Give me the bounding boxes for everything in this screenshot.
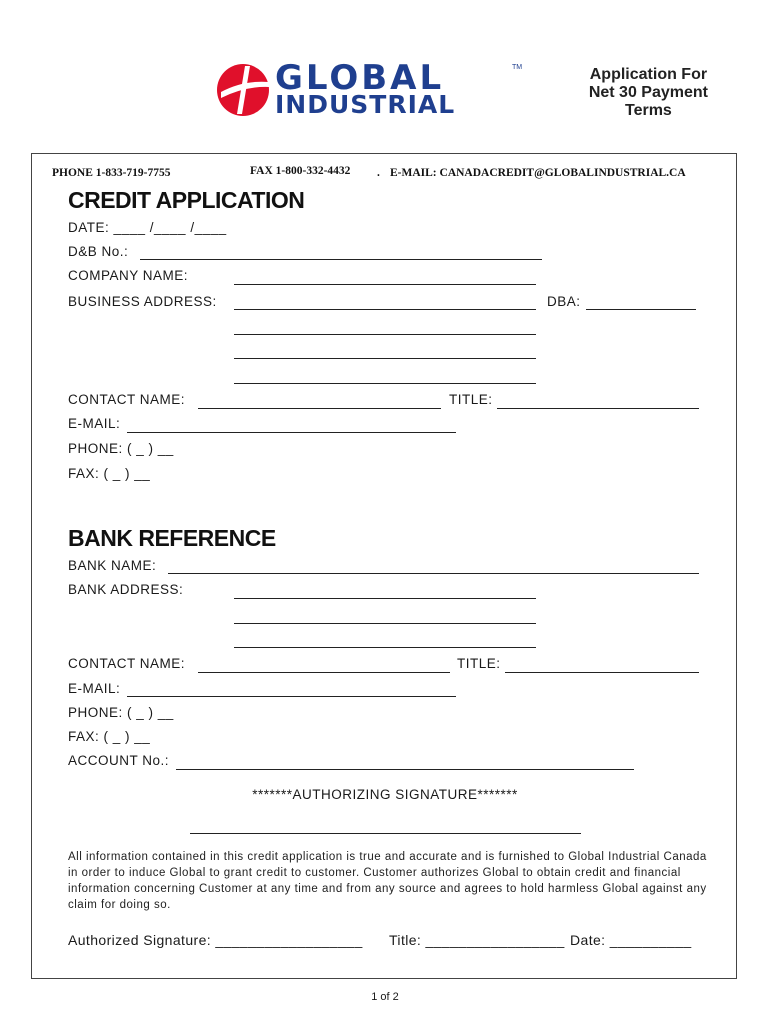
authorized-signature-label[interactable]: Authorized Signature: __________________: [68, 932, 363, 948]
title-line-1: Application For: [589, 66, 708, 83]
signer-title-label[interactable]: Title: _________________: [389, 932, 565, 948]
trademark-mark: TM: [512, 64, 523, 71]
db-number-field[interactable]: [140, 259, 542, 260]
contact-title-label: TITLE:: [449, 392, 493, 407]
bank-email-field[interactable]: [127, 696, 456, 697]
dba-field[interactable]: [586, 309, 696, 310]
signature-date-label[interactable]: Date: __________: [570, 932, 692, 948]
business-address-field-4[interactable]: [234, 383, 536, 384]
phone-label: PHONE: ( _ ) __: [68, 441, 174, 456]
authorizing-signature-label: *******AUTHORIZING SIGNATURE*******: [252, 787, 518, 802]
authorizing-signature-field[interactable]: [190, 833, 581, 834]
title-line-2: Net 30 Payment: [588, 84, 708, 101]
logo-text-industrial: INDUSTRIAL: [275, 90, 456, 119]
date-label: DATE: ____ /____ /____: [68, 220, 227, 235]
separator-dot: .: [377, 167, 380, 179]
account-number-field[interactable]: [176, 769, 634, 770]
account-number-label: ACCOUNT No.:: [68, 753, 170, 768]
title-line-3: Terms: [624, 102, 672, 119]
fax-number: FAX 1-800-332-4432: [250, 165, 351, 177]
bank-address-label: BANK ADDRESS:: [68, 582, 184, 597]
global-industrial-logo: [215, 56, 525, 122]
bank-email-label: E-MAIL:: [68, 681, 121, 696]
bank-reference-heading: BANK REFERENCE: [68, 525, 276, 551]
logo-text-global: GLOBAL: [275, 58, 445, 98]
db-number-label: D&B No.:: [68, 244, 129, 259]
fax-label: FAX: ( _ ) __: [68, 466, 151, 481]
email-field[interactable]: [127, 432, 456, 433]
bank-contact-name-label: CONTACT NAME:: [68, 656, 186, 671]
business-address-label: BUSINESS ADDRESS:: [68, 294, 217, 309]
dba-label: DBA:: [547, 294, 581, 309]
email-address: E-MAIL: CANADACREDIT@GLOBALINDUSTRIAL.CA: [390, 167, 686, 179]
document-title: [589, 66, 708, 120]
bank-name-field[interactable]: [168, 573, 699, 574]
credit-application-heading: CREDIT APPLICATION: [68, 187, 305, 213]
business-address-field-1[interactable]: [234, 309, 536, 310]
bank-name-label: BANK NAME:: [68, 558, 157, 573]
contact-name-field[interactable]: [198, 408, 441, 409]
disclaimer-text: All information contained in this credit application is true and accurate and is furnished to Global Industrial Canada in order to induce Global to grant credit to customer. Customer authorizes Global to obtain credit and financial information concerning Customer at any time and from any source and agrees to hold harmless Global against any claim for doing so.: [68, 851, 707, 911]
globe-swoosh-icon: [215, 62, 271, 118]
page-number: 1 of 2: [371, 991, 399, 1003]
business-address-field-3[interactable]: [234, 358, 536, 359]
bank-phone-label: PHONE: ( _ ) __: [68, 705, 174, 720]
bank-fax-label: FAX: ( _ ) __: [68, 729, 151, 744]
bank-contact-title-field[interactable]: [505, 672, 699, 673]
company-name-field[interactable]: [234, 284, 536, 285]
phone-number: PHONE 1-833-719-7755: [52, 167, 171, 179]
bank-address-field-2[interactable]: [234, 623, 536, 624]
bank-contact-title-label: TITLE:: [457, 656, 501, 671]
email-label: E-MAIL:: [68, 416, 121, 431]
business-address-field-2[interactable]: [234, 334, 536, 335]
contact-title-field[interactable]: [497, 408, 699, 409]
bank-address-field-3[interactable]: [234, 647, 536, 648]
contact-name-label: CONTACT NAME:: [68, 392, 186, 407]
company-name-label: COMPANY NAME:: [68, 268, 189, 283]
bank-address-field-1[interactable]: [234, 598, 536, 599]
bank-contact-name-field[interactable]: [198, 672, 450, 673]
